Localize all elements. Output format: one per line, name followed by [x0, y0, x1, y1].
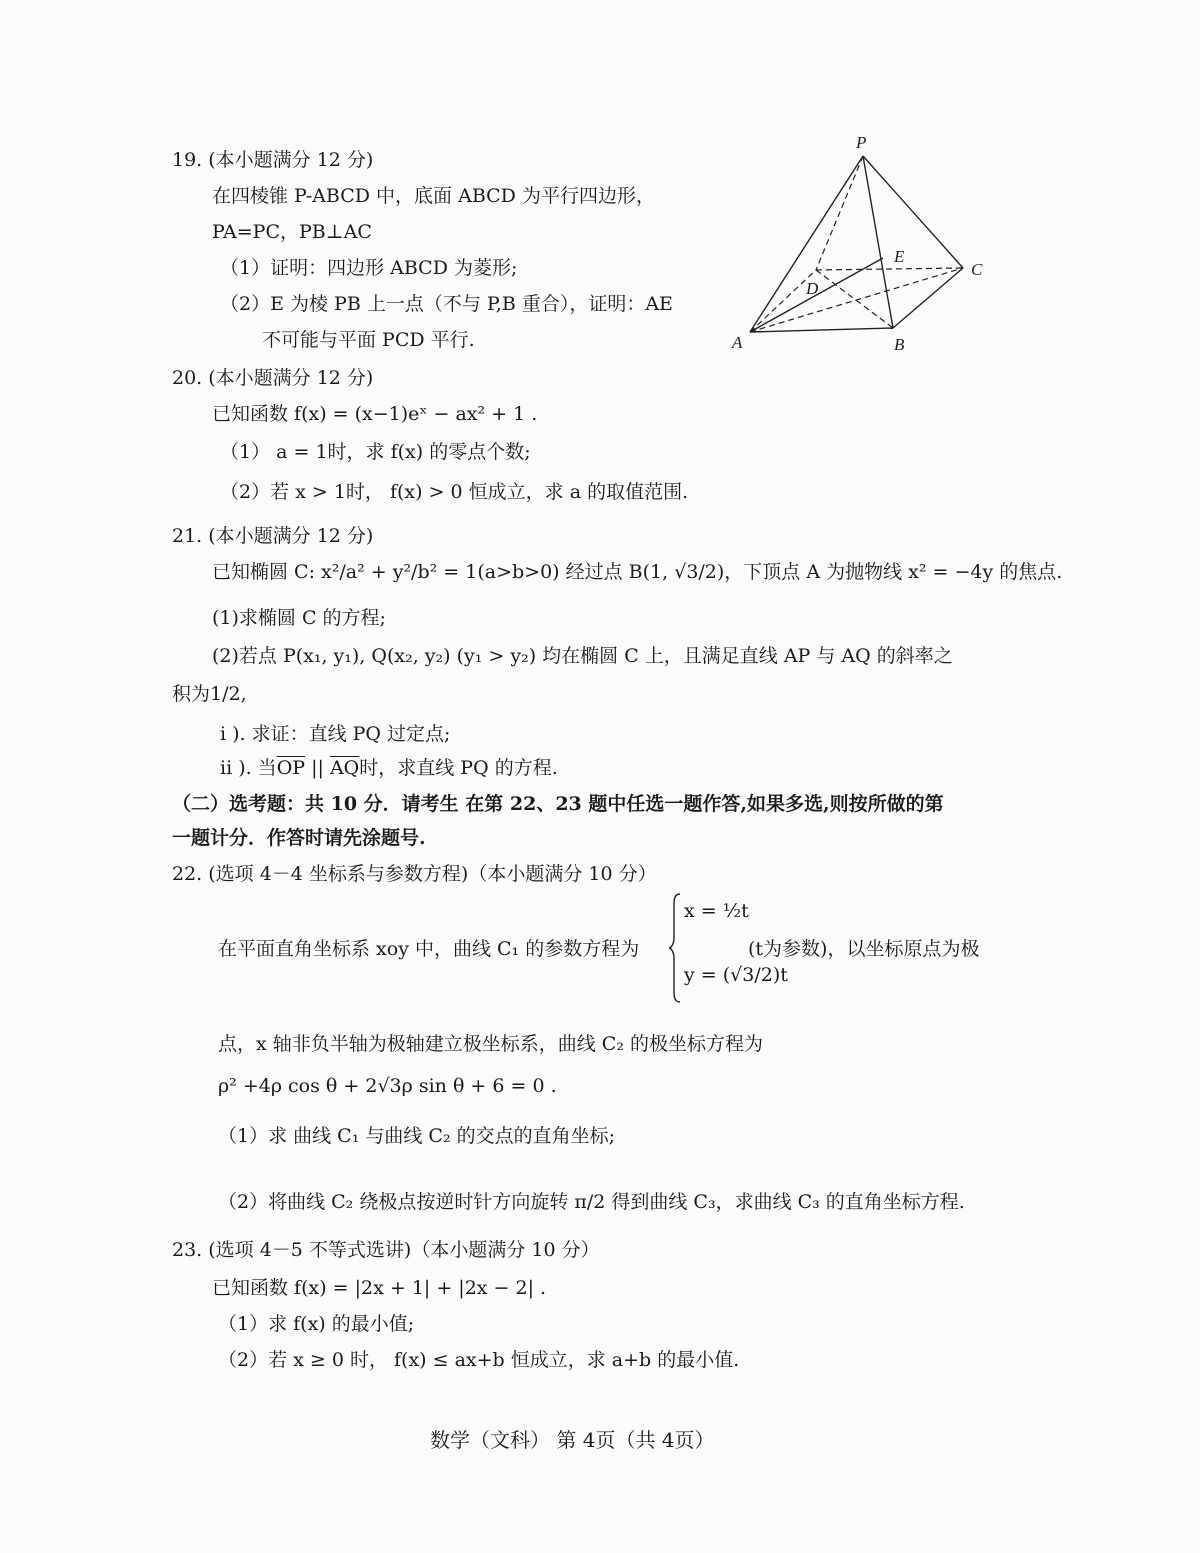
- ellipse-equation: x²/a² + y²/b² = 1(a>b>0): [321, 561, 560, 583]
- system-x-eq: x = ½t: [684, 900, 749, 922]
- q21-sub2-b: 时，求直线 PQ 的方程.: [359, 757, 558, 779]
- q21-sub2: [220, 754, 558, 782]
- edge-DC: [816, 268, 963, 270]
- vector-AQ: $\overline{AQ}$: [329, 757, 360, 779]
- q19-part2a: （2）E 为棱 PB 上一点（不与 P,B 重合），证明：AE: [220, 293, 673, 315]
- q21-header: 21. (本小题满分 12 分): [172, 525, 374, 547]
- vector-OP: $\overline{OP}$: [276, 757, 306, 779]
- label-B: B: [894, 335, 905, 354]
- label-E: E: [894, 247, 905, 266]
- q21-sub2-a: ii ). 当: [220, 757, 277, 779]
- q19-line1: 在四棱锥 P-ABCD 中，底面 ABCD 为平行四边形，: [212, 185, 655, 207]
- page-footer: 数学（文科） 第 4页（共 4页）: [430, 1428, 715, 1452]
- label-D: D: [806, 279, 819, 298]
- q21-line1-a: 已知椭圆 C:: [212, 561, 315, 583]
- q22-part1: （1）求 曲线 C₁ 与曲线 C₂ 的交点的直角坐标;: [218, 1125, 615, 1147]
- diagonal-DB: [816, 270, 893, 328]
- parametric-system: [668, 892, 788, 1004]
- q21-part2a: (2)若点 P(x₁, y₁), Q(x₂, y₂) (y₁ > y₂) 均在椭圆 C 上，且满足直线 AP 与 AQ 的斜率之: [212, 645, 953, 667]
- edge-BC: [893, 268, 963, 328]
- label-A: A: [732, 333, 743, 352]
- q21-part2b: 积为1/2,: [172, 683, 247, 705]
- pyramid-diagram: [728, 128, 998, 360]
- q20-part2: （2）若 x > 1时， f(x) > 0 恒成立，求 a 的取值范围.: [220, 481, 689, 503]
- q22-part2: （2）将曲线 C₂ 绕极点按逆时针方向旋转 π/2 得到曲线 C₃，求曲线 C₃ 的直角坐标方程.: [218, 1191, 965, 1213]
- section2-line2: 一题计分．作答时请先涂题号.: [172, 827, 426, 849]
- label-C: C: [971, 260, 983, 279]
- edge-PB: [863, 156, 893, 328]
- label-P: P: [856, 133, 867, 152]
- edge-PD: [816, 156, 863, 270]
- section2-line1: （二）选考题：共 10 分．请考生 在第 22、23 题中任选一题作答,如果多选,则按所做的第: [172, 793, 944, 815]
- q21-part1: (1)求椭圆 C 的方程;: [212, 607, 386, 629]
- q22-line1-a: 在平面直角坐标系 xoy 中，曲线 C₁ 的参数方程为: [218, 938, 640, 960]
- q20-line1: 已知函数 f(x) = (x−1)eˣ − ax² + 1 .: [212, 403, 538, 425]
- q19-part2b: 不可能与平面 PCD 平行.: [262, 329, 475, 351]
- q20-part1: （1） a = 1时，求 f(x) 的零点个数;: [220, 441, 531, 463]
- q20-header: 20. (本小题满分 12 分): [172, 367, 374, 389]
- edge-PC: [863, 156, 963, 268]
- edge-PA: [750, 156, 863, 332]
- q22-header: 22. (选项 4－4 坐标系与参数方程)（本小题满分 10 分）: [172, 863, 657, 885]
- q23-part1: （1）求 f(x) 的最小值;: [218, 1313, 415, 1335]
- q22-line3: ρ² +4ρ cos θ + 2√3ρ sin θ + 6 = 0 .: [218, 1075, 557, 1097]
- q19-part1: （1）证明：四边形 ABCD 为菱形;: [220, 257, 518, 279]
- q19-header: 19. (本小题满分 12 分): [172, 149, 374, 171]
- q23-header: 23. (选项 4－5 不等式选讲)（本小题满分 10 分）: [172, 1239, 600, 1261]
- q22-line2: 点，x 轴非负半轴为极轴建立极坐标系，曲线 C₂ 的极坐标方程为: [218, 1033, 763, 1055]
- edge-AB: [750, 328, 893, 332]
- q23-line1: 已知函数 f(x) = |2x + 1| + |2x − 2| .: [212, 1277, 547, 1299]
- q19-line2: PA=PC，PB⊥AC: [212, 221, 372, 243]
- q21-sub1: i ). 求证：直线 PQ 过定点;: [220, 723, 451, 745]
- q21-line1-c: 经过点 B(1, √3/2)，下顶点 A 为抛物线 x² = −4y 的焦点.: [565, 561, 1063, 583]
- q21-line1: [212, 558, 1062, 586]
- q23-part2: （2）若 x ≥ 0 时， f(x) ≤ ax+b 恒成立，求 a+b 的最小值.: [218, 1349, 740, 1371]
- left-brace: [668, 892, 682, 1004]
- pyramid-figure: [728, 128, 998, 360]
- q22-line1-b: (t为参数)，以坐标原点为极: [748, 938, 980, 960]
- system-y-eq: y = (√3/2)t: [684, 964, 788, 986]
- parallel-symbol: ||: [305, 757, 330, 779]
